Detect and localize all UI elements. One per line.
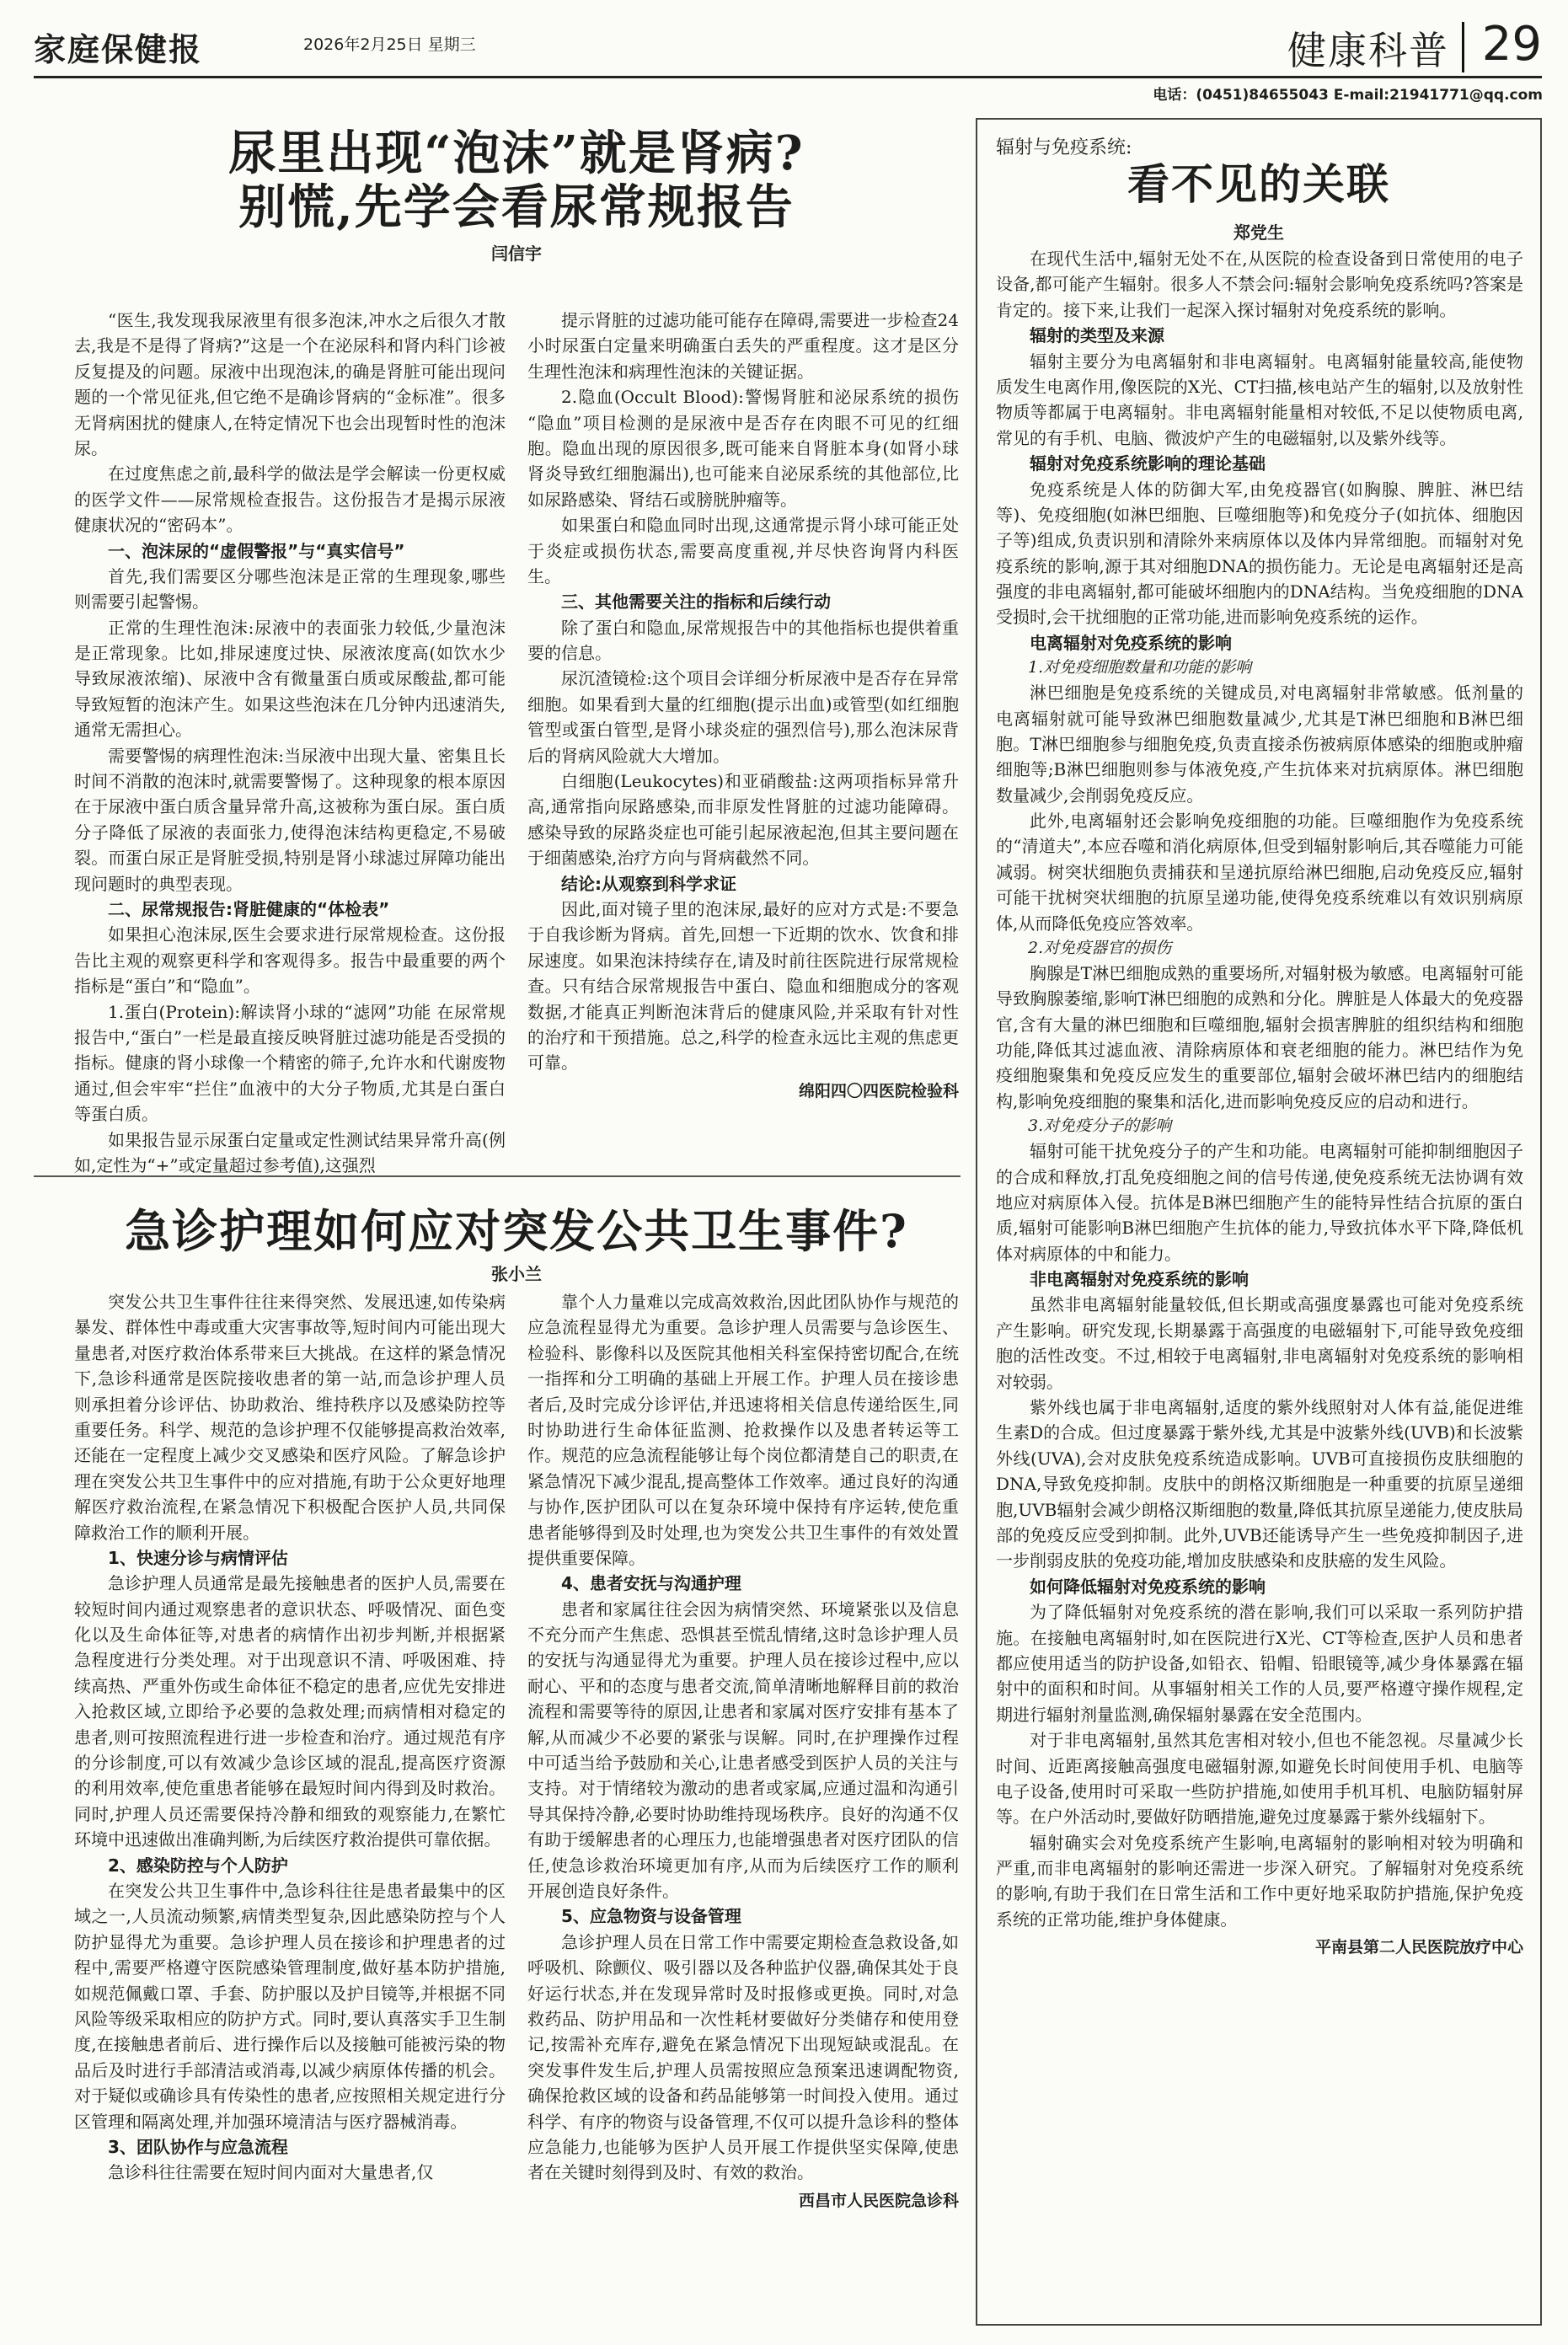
paragraph: 辐射主要分为电离辐射和非电离辐射。电离辐射能量较高,能使物质发生电离作用,像医院的X光、CT扫描,核电站产生的辐射,以及放射性物质等都属于电离辐射。非电离辐射能量相对较低,不足以使物质电离,常见的有手机、电脑、微波炉产生的电磁辐射,以及紫外线等。 xyxy=(996,351,1523,448)
paragraph: 胸腺是T淋巴细胞成熟的重要场所,对辐射极为敏感。电离辐射可能导致胸腺萎缩,影响T淋巴细胞的成熟和分化。脾脏是人体最大的免疫器官,含有大量的淋巴细胞和巨噬细胞,辐射会损害脾脏的组织结构和细胞功能,降低其过滤血液、清除病原体和衰老细胞的能力。淋巴结作为免疫细胞聚集和免疫反应发生的重要部位,辐射会破坏淋巴结内的细胞结构,影响免疫细胞的聚集和活化,进而影响免疫反应的启动和进行。 xyxy=(996,962,1523,1111)
paragraph: “医生,我发现我尿液里有很多泡沫,冲水之后很久才散去,我是不是得了肾病?”这是一个在泌尿科和肾内科门诊被反复提及的问题。尿液中出现泡沫,的确是肾脏可能出现问题的一个常见征兆,但它绝不是确诊肾病的“金标准”。很多无肾病困扰的健康人,在特定情况下也会出现暂时性的泡沫尿。 xyxy=(74,310,506,458)
page-number: 29 xyxy=(1481,17,1542,72)
section-heading: 辐射对免疫系统影响的理论基础 xyxy=(1030,453,1266,474)
paragraph: 尿沉渣镜检:这个项目会详细分析尿液中是否存在异常细胞。如果看到大量的红细胞(提示出血)或管型(如红细胞管型或蛋白管型,是肾小球炎症的强烈信号),那么泡沫尿背后的肾病风险就大大增加。 xyxy=(527,668,959,766)
article-column xyxy=(74,1289,506,2313)
paragraph: 淋巴细胞是免疫系统的关键成员,对电离辐射非常敏感。低剂量的电离辐射就可能导致淋巴细胞数量减少,尤其是T淋巴细胞和B淋巴细胞。T淋巴细胞参与细胞免疫,负责直接杀伤被病原体感染的细胞或肿瘤细胞等;B淋巴细胞则参与体液免疫,产生抗体来对抗病原体。淋巴细胞数量减少,会削弱免疫反应。 xyxy=(996,683,1523,806)
paragraph: 免疫系统是人体的防御大军,由免疫器官(如胸腺、脾脏、淋巴结等)、免疫细胞(如淋巴细胞、巨噬细胞等)和免疫分子(如抗体、细胞因子等)组成,负责识别和清除外来病原体以及体内异常细胞。而辐射对免疫系统的影响,源于其对细胞DNA的损伤能力。无论是电离辐射还是高强度的非电离辐射,都可能破坏细胞内的DNA结构。当免疫细胞的DNA受损时,会干扰细胞的正常功能,进而影响免疫系统的运作。 xyxy=(996,479,1523,628)
paragraph: 因此,面对镜子里的泡沫尿,最好的应对方式是:不要急于自我诊断为肾病。首先,回想一下近期的饮水、饮食和排尿速度。如果泡沫持续存在,请及时前往医院进行尿常规检查。只有结合尿常规报告中蛋白、隐血和细胞成分的客观数据,才能真正判断泡沫背后的健康风险,并采取有针对性的治疗和干预措施。总之,科学的检查永远比主观的焦虑更可靠。 xyxy=(527,898,959,1073)
paragraph: 如果蛋白和隐血同时出现,这通常提示肾小球可能正处于炎症或损伤状态,需要高度重视,并尽快咨询肾内科医生。 xyxy=(527,515,959,586)
section-divider xyxy=(1462,22,1464,72)
article-columns xyxy=(74,308,959,1175)
article-column xyxy=(527,1289,959,2313)
article-column xyxy=(996,246,1523,2294)
article-radiation-immunity xyxy=(976,118,1542,2326)
paragraph: 首先,我们需要区分哪些泡沫是正常的生理现象,哪些则需要引起警惕。 xyxy=(74,565,506,613)
article-title: 急诊护理如何应对突发公共卫生事件? xyxy=(125,1204,908,1258)
paragraph: 白细胞(Leukocytes)和亚硝酸盐:这两项指标异常升高,通常指向尿路感染,而非原发性肾脏的过滤功能障碍。感染导致的尿路炎症也可能引起尿液起泡,但其主要问题在于细菌感染,治疗方向与肾病截然不同。 xyxy=(527,771,959,869)
title-line-2: 别慌,先学会看尿常规报告 xyxy=(238,179,795,236)
section-heading: 3、团队协作与应急流程 xyxy=(108,2136,288,2157)
paragraph: 辐射确实会对免疫系统产生影响,电离辐射的影响相对较为明确和严重,而非电离辐射的影响还需进一步深入研究。了解辐射对免疫系统的影响,有助于我们在日常生活和工作中更好地采取防护措施,保护免疫系统的正常功能,维护身体健康。 xyxy=(996,1832,1523,1930)
article-author: 张小兰 xyxy=(491,1264,542,1285)
contact-line: 电话：(0451)84655043 E-mail:21941771@qq.com xyxy=(1153,87,1543,104)
paragraph: 1.蛋白(Protein):解读肾小球的“滤网”功能 在尿常规报告中,“蛋白”一栏是最直接反映肾脏过滤功能是否受损的指标。健康的肾小球像一个精密的筛子,允许水和代谢废物通过,但会牢牢“拦住”血液中的大分子物质,尤其是白蛋白等蛋白质。 xyxy=(74,1001,506,1125)
paragraph: 急诊护理人员通常是最先接触患者的医护人员,需要在较短时间内通过观察患者的意识状态、呼吸情况、面色变化以及生命体征等,对患者的病情作出初步判断,并根据紧急程度进行分类处理。对于出现意识不清、呼吸困难、持续高热、严重外伤或生命体征不稳定的患者,应优先安排进入抢救区域,立即给予必要的急救处理;而病情相对稳定的患者,则可按照流程进行进一步检查和治疗。通过规范有序的分诊制度,可以有效减少急诊区域的混乱,提高医疗资源的利用效率,使危重患者能够在最短时间内得到及时救治。同时,护理人员还需要保持冷静和细致的观察能力,在繁忙环境中迅速做出准确判断,为后续医疗救治提供可靠依据。 xyxy=(74,1573,506,1850)
masthead xyxy=(34,17,1542,74)
paper-name: 家庭保健报 xyxy=(34,30,203,68)
paragraph: 急诊护理人员在日常工作中需要定期检查急救设备,如呼吸机、除颤仪、吸引器以及各种监护仪器,确保其处于良好运行状态,并在发现异常时及时报修或更换。同时,对急救药品、防护用品和一次性耗材要做好分类储存和使用登记,按需补充库存,避免在紧急情况下出现短缺或混乱。在突发事件发生后,护理人员需按照应急预案迅速调配物资,确保抢救区域的设备和药品能够第一时间投入使用。通过科学、有序的物资与设备管理,不仅可以提升急诊科的整体应急能力,也能够为医护人员开展工作提供坚实保障,使患者在关键时刻得到及时、有效的救治。 xyxy=(527,1931,959,2183)
paragraph: 突发公共卫生事件往往来得突然、发展迅速,如传染病暴发、群体性中毒或重大灾害事故等,短时间内可能出现大量患者,对医疗救治体系带来巨大挑战。在这样的紧急情况下,急诊科通常是医院接收患者的第一站,而急诊护理人员则承担着分诊评估、协助救治、维持秩序以及感染防控等重要任务。科学、规范的急诊护理不仅能够提高救治效率,还能在一定程度上减少交叉感染和医疗风险。了解急诊护理在突发公共卫生事件中的应对措施,有助于公众更好地理解医疗救治流程,在紧急情况下积极配合医护人员,共同保障救治工作的顺利开展。 xyxy=(74,1292,506,1543)
article-column xyxy=(527,308,959,1146)
section-heading: 三、其他需要关注的指标和后续行动 xyxy=(561,592,831,613)
section-divider-line xyxy=(34,1175,961,1177)
section-heading: 如何降低辐射对免疫系统的影响 xyxy=(1030,1576,1266,1597)
paragraph: 正常的生理性泡沫:尿液中的表面张力较低,少量泡沫是正常现象。比如,排尿速度过快、尿液浓度高(如饮水少导致尿液浓缩)、尿液中含有微量蛋白质或尿酸盐,都可能导致短暂的泡沫产生。如果这些泡沫在几分钟内迅速消失,通常无需担心。 xyxy=(74,617,506,741)
paragraph: 在过度焦虑之前,最科学的做法是学会解读一份更权威的医学文件——尿常规检查报告。这份报告才是揭示尿液健康状况的“密码本”。 xyxy=(74,463,506,536)
article-source: 平南县第二人民医院放疗中心 xyxy=(1314,1938,1523,1957)
article-emergency-nursing xyxy=(74,1205,959,2317)
section-heading: 结论:从观察到科学求证 xyxy=(561,873,736,894)
subsection-heading: 2.对免疫器官的损伤 xyxy=(1028,939,1172,958)
paragraph: 此外,电离辐射还会影响免疫细胞的功能。巨噬细胞作为免疫系统的“清道夫”,本应吞噬和消化病原体,但受到辐射影响后,其吞噬能力可能减弱。树突状细胞负责捕获和呈递抗原给淋巴细胞,启动免疫反应,辐射可能干扰树突状细胞的抗原呈递功能,使得免疫系统难以有效识别病原体,从而降低免疫应答效率。 xyxy=(996,811,1523,934)
article-title: 看不见的关联 xyxy=(1127,159,1390,209)
article-kicker: 辐射与免疫系统: xyxy=(996,137,1132,158)
paragraph: 辐射可能干扰免疫分子的产生和功能。电离辐射可能抑制细胞因子的合成和释放,打乱免疫细胞之间的信号传递,使免疫系统无法协调有效地应对病原体入侵。抗体是B淋巴细胞产生的能特异性结合抗原的蛋白质,辐射可能影响B淋巴细胞产生抗体的能力,导致抗体水平下降,降低机体对病原体的中和能力。 xyxy=(996,1141,1523,1264)
section-heading: 电离辐射对免疫系统的影响 xyxy=(1030,632,1232,653)
section-heading: 二、尿常规报告:肾脏健康的“体检表” xyxy=(108,898,390,919)
section-heading: 非电离辐射对免疫系统的影响 xyxy=(1030,1269,1249,1290)
section-heading: 1、快速分诊与病情评估 xyxy=(108,1547,288,1568)
section-name: 健康科普 xyxy=(1287,28,1449,73)
section-heading: 4、患者安抚与沟通护理 xyxy=(561,1573,741,1594)
paragraph: 提示肾脏的过滤功能可能存在障碍,需要进一步检查24小时尿蛋白定量来明确蛋白丢失的严重程度。这才是区分生理性泡沫和病理性泡沫的关键证据。 xyxy=(527,310,959,382)
paragraph: 急诊科往往需要在短时间内面对大量患者,仅 xyxy=(108,2162,434,2183)
section-heading: 5、应急物资与设备管理 xyxy=(561,1906,741,1927)
paragraph: 在突发公共卫生事件中,急诊科往往是患者最集中的区域之一,人员流动频繁,病情类型复杂,因此感染防控与个人防护显得尤为重要。急诊护理人员在接诊和护理患者的过程中,需要严格遵守医院感染管理制度,做好基本防护措施,如规范佩戴口罩、手套、防护服以及护目镜等,并根据不同风险等级采取相应的防护方式。同时,要认真落实手卫生制度,在接触患者前后、进行操作后以及接触可能被污染的物品后及时进行手部清洁或消毒,以减少病原体传播的机会。对于疑似或确诊具有传染性的患者,应按照相关规定进行分区管理和隔离处理,并加强环境清洁与医疗器械消毒。 xyxy=(74,1880,506,2132)
issue-date: 2026年2月25日 星期三 xyxy=(303,35,476,54)
paragraph: 如果担心泡沫尿,医生会要求进行尿常规检查。这份报告比主观的观察更科学和客观得多。报告中最重要的两个指标是“蛋白”和“隐血”。 xyxy=(74,924,506,997)
section-heading: 2、感染防控与个人防护 xyxy=(108,1855,288,1876)
article-source: 绵阳四〇四医院检验科 xyxy=(798,1081,959,1100)
paragraph: 紫外线也属于非电离辐射,适度的紫外线照射对人体有益,能促进维生素D的合成。但过度暴露于紫外线,尤其是中波紫外线(UVB)和长波紫外线(UVA),会对皮肤免疫系统造成影响。UVB可直接损伤皮肤细胞的DNA,导致免疫抑制。皮肤中的朗格汉斯细胞是一种重要的抗原呈递细胞,UVB辐射会减少朗格汉斯细胞的数量,降低其抗原呈递能力,使皮肤局部的免疫反应受到抑制。此外,UVB还能诱导产生一些免疫抑制因子,进一步削弱皮肤的免疫功能,增加皮肤感染和皮肤癌的发生风险。 xyxy=(996,1397,1523,1571)
paragraph: 除了蛋白和隐血,尿常规报告中的其他指标也提供着重要的信息。 xyxy=(527,617,959,664)
article-source: 西昌市人民医院急诊科 xyxy=(798,2191,959,2210)
title-line-1: 尿里出现“泡沫”就是肾病? xyxy=(228,126,805,181)
article-column xyxy=(74,308,506,1175)
subsection-heading: 3.对免疫分子的影响 xyxy=(1028,1116,1172,1136)
paragraph: 在现代生活中,辐射无处不在,从医院的检查设备到日常使用的电子设备,都可能产生辐射。很多人不禁会问:辐射会影响免疫系统吗?答案是肯定的。接下来,让我们一起深入探讨辐射对免疫系统的影响。 xyxy=(996,249,1523,320)
article-title xyxy=(74,126,959,235)
paragraph: 需要警惕的病理性泡沫:当尿液中出现大量、密集且长时间不消散的泡沫时,就需要警惕了。这种现象的根本原因在于尿液中蛋白质含量异常升高,这被称为蛋白尿。蛋白质分子降低了尿液的表面张力,使得泡沫结构更稳定,不易破裂。而蛋白尿正是肾脏受损,特别是肾小球滤过屏障功能出现问题时的典型表现。 xyxy=(74,745,506,894)
paragraph: 患者和家属往往会因为病情突然、环境紧张以及信息不充分而产生焦虑、恐惧甚至慌乱情绪,这时急诊护理人员的安抚与沟通显得尤为重要。护理人员在接诊过程中,应以耐心、平和的态度与患者交流,简单清晰地解释目前的救治流程和需要等待的原因,让患者和家属对医疗安排有基本了解,从而减少不必要的紧张与误解。同时,在护理操作过程中可适当给予鼓励和关心,让患者感受到医护人员的关注与支持。对于情绪较为激动的患者或家属,应通过温和沟通引导其保持冷静,必要时协助维持现场秩序。良好的沟通不仅有助于缓解患者的心理压力,也能增强患者对医疗团队的信任,使急诊救治环境更加有序,从而为后续医疗工作的顺利开展创造良好条件。 xyxy=(527,1598,959,1901)
masthead-rule xyxy=(34,76,1542,78)
paragraph: 靠个人力量难以完成高效救治,因此团队协作与规范的应急流程显得尤为重要。急诊护理人员需要与急诊医生、检验科、影像科以及医院其他相关科室保持密切配合,在统一指挥和分工明确的基础上开展工作。护理人员在接诊患者后,及时完成分诊评估,并迅速将相关信息传递给医生,同时协助进行生命体征监测、抢救操作以及患者转运等工作。规范的应急流程能够让每个岗位都清楚自己的职责,在紧急情况下减少混乱,提高整体工作效率。通过良好的沟通与协作,医护团队可以在复杂环境中保持有序运转,使危重患者能够得到及时处理,也为突发公共卫生事件的有效处置提供重要保障。 xyxy=(527,1292,959,1568)
subsection-heading: 1.对免疫细胞数量和功能的影响 xyxy=(1028,658,1252,677)
article-columns xyxy=(74,1289,959,2313)
paragraph: 虽然非电离辐射能量较低,但长期或高强度暴露也可能对免疫系统产生影响。研究发现,长期暴露于高强度的电磁辐射下,可能导致免疫细胞的活性改变。不过,相较于电离辐射,非电离辐射对免疫系统的影响相对较弱。 xyxy=(996,1294,1523,1392)
article-author: 郑党生 xyxy=(1234,222,1284,243)
paragraph: 对于非电离辐射,虽然其危害相对较小,但也不能忽视。尽量减少长时间、近距离接触高强度电磁辐射源,如避免长时间使用手机、电脑等电子设备,使用时可采取一些防护措施,如使用手机耳机、电脑防辐射屏等。在户外活动时,要做好防晒措施,避免过度暴露于紫外线辐射下。 xyxy=(996,1730,1523,1828)
paragraph: 如果报告显示尿蛋白定量或定性测试结果异常升高(例如,定性为“+”或定量超过参考值),这强烈 xyxy=(74,1129,506,1175)
article-body xyxy=(996,246,1523,2294)
section-heading: 辐射的类型及来源 xyxy=(1030,325,1164,346)
section-heading: 一、泡沫尿的“虚假警报”与“真实信号” xyxy=(108,540,405,561)
paragraph: 为了降低辐射对免疫系统的潜在影响,我们可以采取一系列防护措施。在接触电离辐射时,如在医院进行X光、CT等检查,医护人员和患者都应使用适当的防护设备,如铅衣、铅帽、铅眼镜等,减少身体暴露在辐射中的面积和时间。从事辐射相关工作的人员,要严格遵守操作规程,定期进行辐射剂量监测,确保辐射暴露在安全范围内。 xyxy=(996,1602,1523,1725)
paragraph: 2.隐血(Occult Blood):警惕肾脏和泌尿系统的损伤 “隐血”项目检测的是尿液中是否存在肉眼不可见的红细胞。隐血出现的原因很多,既可能来自肾脏本身(如肾小球肾炎导致红细胞漏出),也可能来自泌尿系统的其他部位,比如尿路感染、肾结石或膀胱肿瘤等。 xyxy=(527,387,959,510)
article-urine-foam xyxy=(74,126,959,1175)
article-author: 闫信宇 xyxy=(491,243,542,264)
